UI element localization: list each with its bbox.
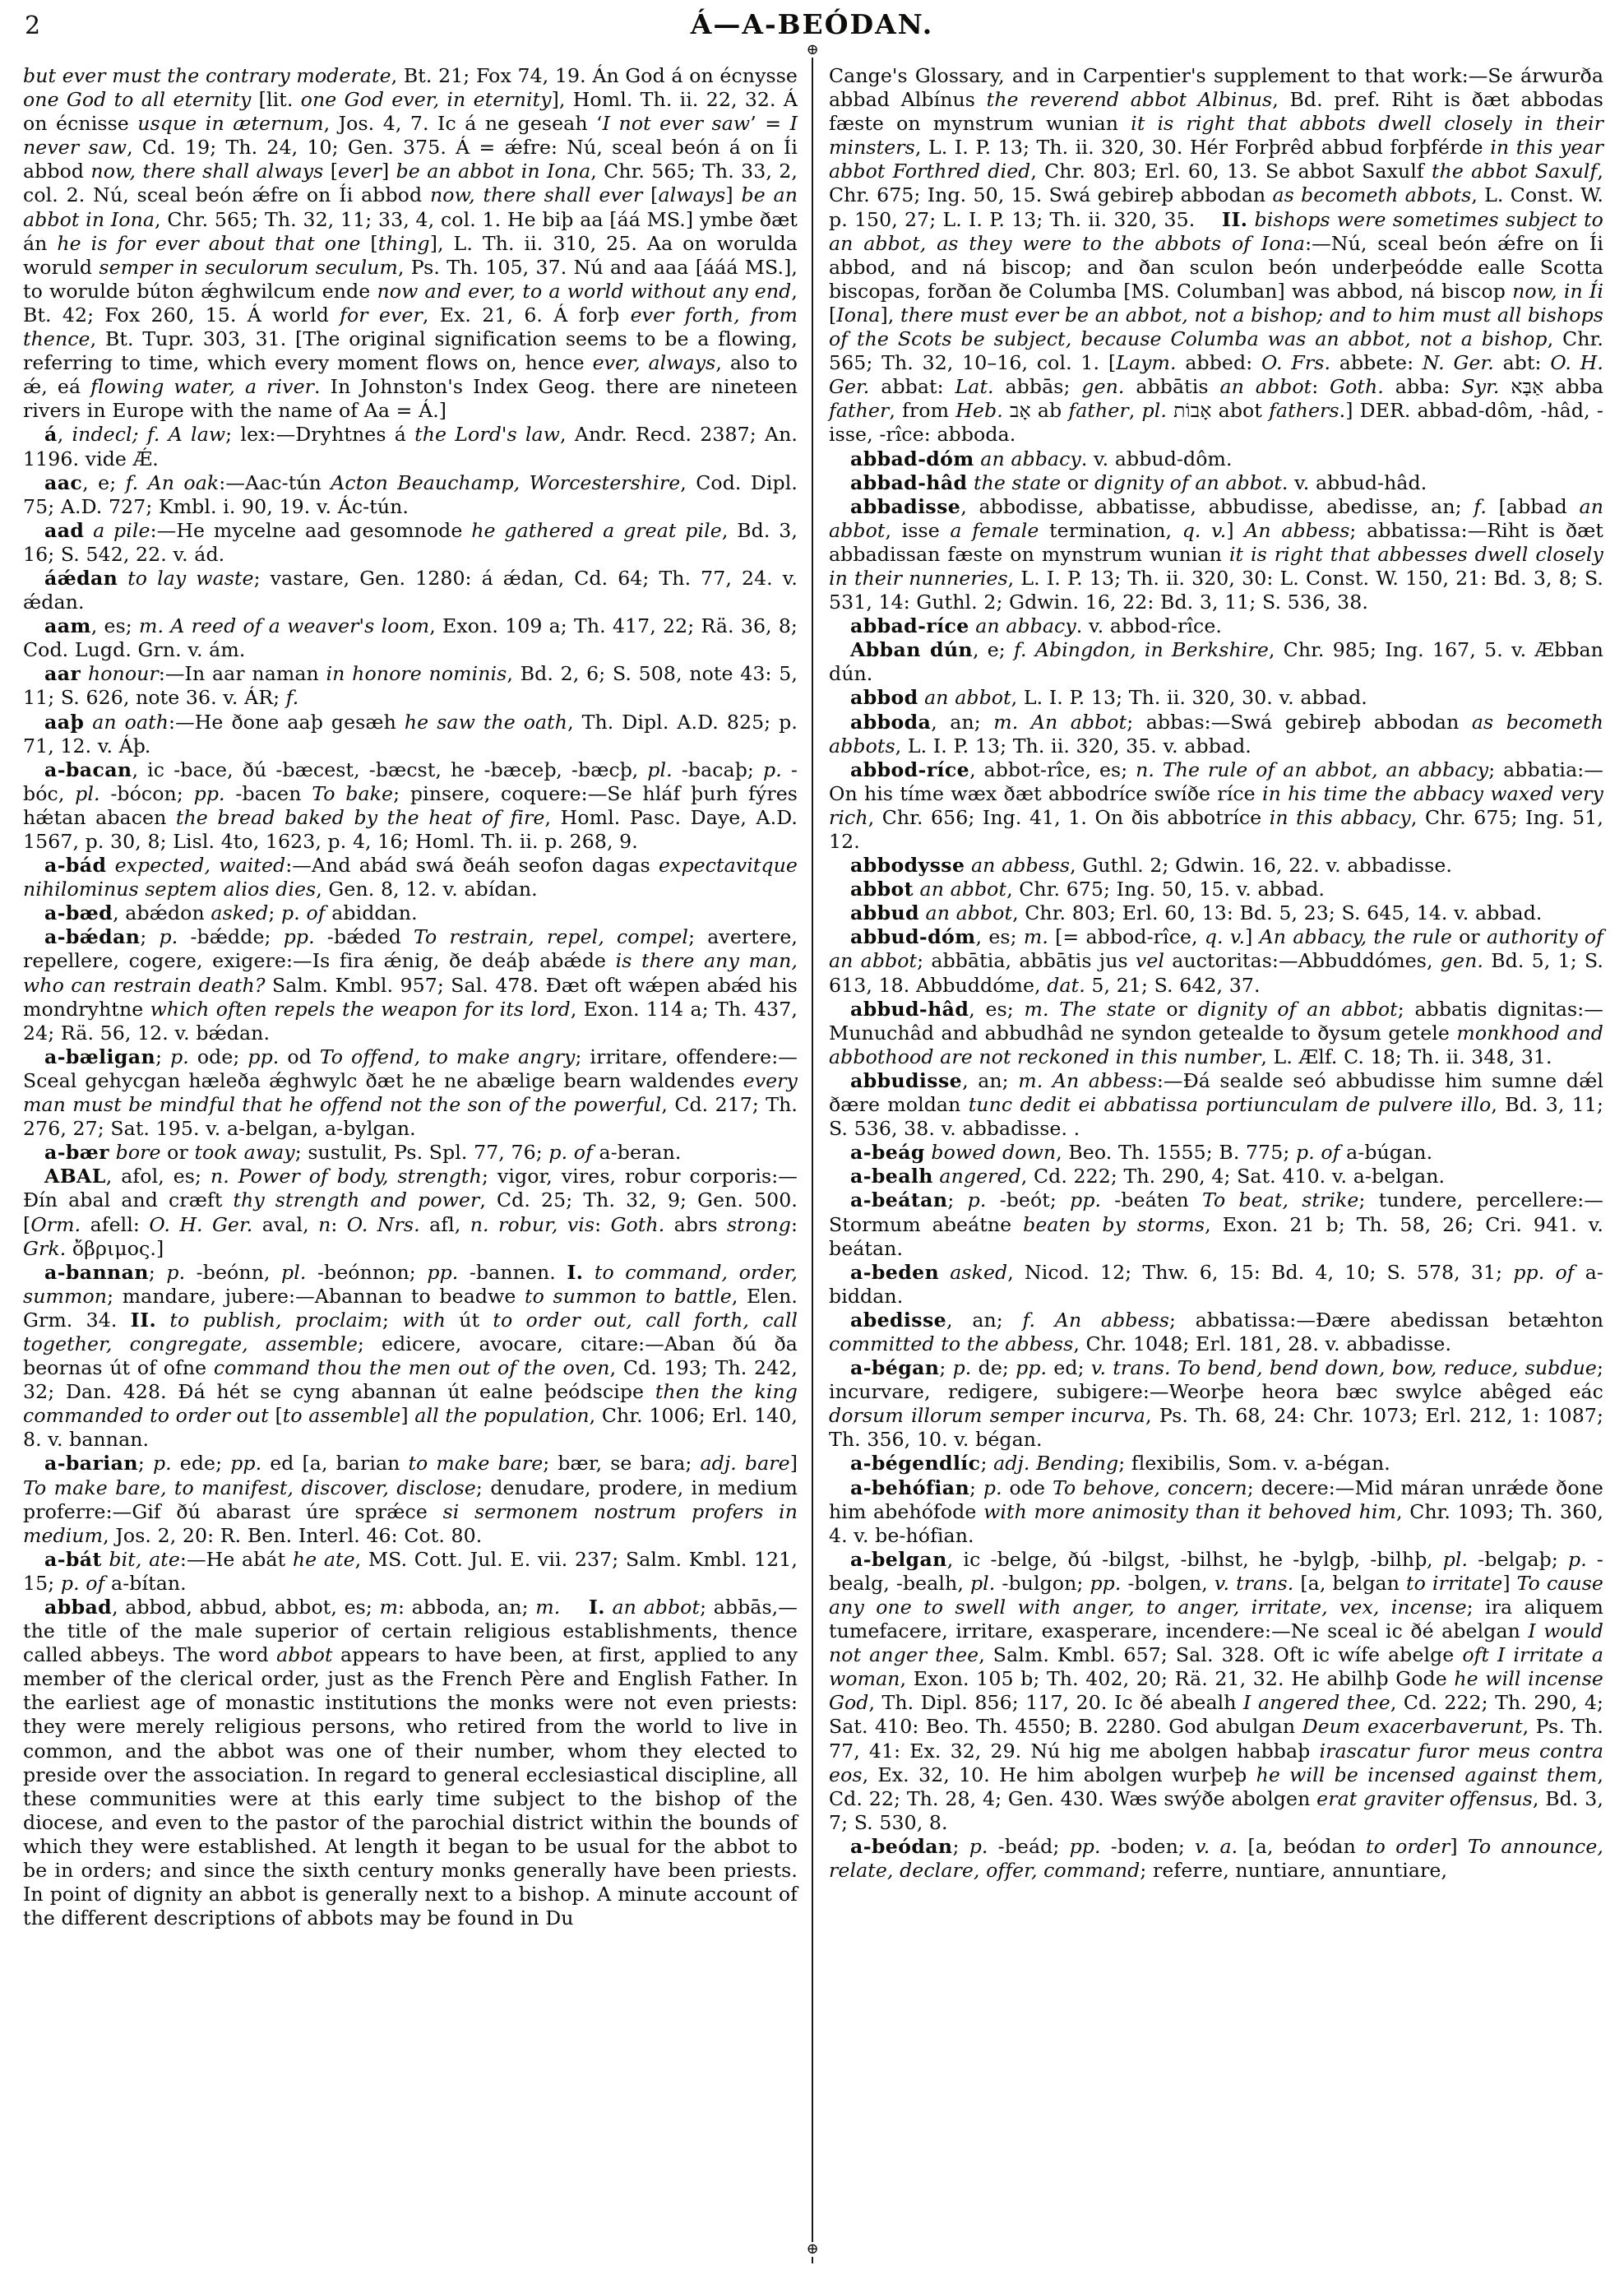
- dictionary-entry: aaþ an oath:—He ðone aaþ gesæh he saw the oath, Th. Dipl. A.D. 825; p. 71, 12. v. Áþ.: [23, 710, 798, 757]
- page-number: 2: [25, 12, 41, 40]
- dictionary-entry: a-bannan; p. -beónn, pl. -beónnon; pp. -bannen. I. to command, order, summon; mandare, jubere:—Abannan to beadwe to summon to battle, Elen. Grm. 34. II. to publish, proclaim; with út to order out, call forth, call together, congregate, assemble; edicere, avocare, citare:—Aban ðú ða beornas út of ofne command thou the men out of the oven, Cd. 193; Th. 242, 32; Dan. 428. Ðá hét se cyng abannan út ealne þeódscipe then the king commanded to order out [to assemble] all the population, Chr. 1006; Erl. 140, 8. v. bannan.: [23, 1260, 798, 1452]
- dictionary-entry: a-bæligan; p. ode; pp. od To offend, to make angry; irritare, offendere:—Sceal gehycgan hæleða ǽghwylc ðæt he ne abælige bearn waldendes every man must be mindful that he offend not the son of the powerful, Cd. 217; Th. 276, 27; Sat. 195. v. a-belgan, a-bylgan.: [23, 1045, 798, 1141]
- dictionary-entry: abbod-ríce, abbot-rîce, es; n. The rule of an abbot, an abbacy; abbatia:—On his tíme wæx ðæt abbodríce swíðe ríce in his time the abbacy waxed very rich, Chr. 656; Ing. 41, 1. On ðis abbotríce in this abbacy, Chr. 675; Ing. 51, 12.: [829, 757, 1604, 853]
- dictionary-entry: abbod an abbot, L. I. P. 13; Th. ii. 320, 30. v. abbad.: [850, 686, 1367, 710]
- dictionary-entry: a-bát bit, ate:—He abát he ate, MS. Cott. Jul. E. vii. 237; Salm. Kmbl. 121, 15; p. of a-bítan.: [23, 1547, 798, 1595]
- dictionary-entry: a-bǽdan; p. -bǽdde; pp. -bǽded To restrain, repel, compel; avertere, repellere, cogere, exigere:—Is fira ǽnig, ðe deáþ abǽde is there any man, who can restrain death? Salm. Kmbl. 957; Sal. 478. Ðæt oft wǽpen abǽd his mondryhtne which often repels the weapon for its lord, Exon. 114 a; Th. 437, 24; Rä. 56, 12. v. bǽdan.: [23, 925, 798, 1045]
- dictionary-entry: a-bégendlíc; adj. Bending; flexibilis, Som. v. a-bégan.: [850, 1452, 1390, 1476]
- page-title: Á—A-BEÓDAN.: [690, 8, 934, 40]
- column-left: [23, 64, 798, 1930]
- dictionary-entry: áǽdan to lay waste; vastare, Gen. 1280: á ǽdan, Cd. 64; Th. 77, 24. v. ǽdan.: [23, 566, 798, 614]
- dictionary-entry: á, indecl; f. A law; lex:—Dryhtnes á the Lord's law, Andr. Recd. 2387; An. 1196. vide Ǽ.: [23, 423, 798, 470]
- dictionary-entry: aam, es; m. A reed of a weaver's loom, Exon. 109 a; Th. 417, 22; Rä. 36, 8; Cod. Lugd. Grn. v. ám.: [23, 614, 798, 662]
- dictionary-entry: a-behófian; p. ode To behove, concern; decere:—Mid máran unrǽde ðone him abehófode with more animosity than it behoved him, Chr. 1093; Th. 360, 4. v. be-hófian.: [829, 1476, 1603, 1547]
- dictionary-entry: abbadisse, abbodisse, abbatisse, abbudisse, abedisse, an; f. [abbad an abbot, isse a female termination, q. v.] An abbess; abbatissa:—Riht is ðæt abbadissan fæste on mynstrum wunian it is right that abbesses dwell closely in their nunneries, L. I. P. 13; Th. ii. 320, 30: L. Const. W. 150, 21: Bd. 3, 8; S. 531, 14: Guthl. 2; Gdwin. 16, 22: Bd. 3, 11; S. 536, 38.: [829, 494, 1603, 614]
- dictionary-entry: abboda, an; m. An abbot; abbas:—Swá gebireþ abbodan as becometh abbots, L. I. P. 13; Th. ii. 320, 35. v. abbad.: [829, 710, 1604, 757]
- dictionary-entry: a-beden asked, Nicod. 12; Thw. 6, 15: Bd. 4, 10; S. 578, 31; pp. of a-biddan.: [829, 1260, 1604, 1308]
- dictionary-entry: abedisse, an; f. An abbess; abbatissa:—Ðære abedissan betæhton committed to the abbess, Chr. 1048; Erl. 181, 28. v. abbadisse.: [829, 1308, 1603, 1355]
- dictionary-entry: a-barian; p. ede; pp. ed [a, barian to make bare; bær, se bara; adj. bare] To make bare, to manifest, discover, disclose; denudare, prodere, in medium proferre:—Gif ðú abarast úre sprǽce si sermonem nostrum profers in medium, Jos. 2, 20: R. Ben. Interl. 46: Cot. 80.: [23, 1452, 798, 1547]
- dictionary-entry: abbud-hâd, es; m. The state or dignity of an abbot; abbatis dignitas:—Munuchâd and abbudhâd ne syndon getealde to ðysum getele monkhood and abbothood are not reckoned in this number, L. Ælf. C. 18; Th. ii. 348, 31.: [829, 997, 1604, 1068]
- dictionary-entry: abbud an abbot, Chr. 803; Erl. 60, 13: Bd. 5, 23; S. 645, 14. v. abbad.: [850, 901, 1543, 925]
- dictionary-entry: a-bégan; p. de; pp. ed; v. trans. To bend, bend down, bow, reduce, subdue; incurvare, redigere, subigere:—Weorþe heora bæc swylce abêged eác dorsum illorum semper incurva, Ps. Th. 68, 24: Chr. 1073; Erl. 212, 1: 1087; Th. 356, 10. v. bégan.: [829, 1356, 1603, 1452]
- dictionary-entry: Abban dún, e; f. Abingdon, in Berkshire, Chr. 985; Ing. 167, 5. v. Æbban dún.: [829, 638, 1603, 686]
- dictionary-entry: a-beág bowed down, Beo. Th. 1555; B. 775; p. of a-búgan.: [850, 1141, 1433, 1165]
- dictionary-entry: a-beódan; p. -beád; pp. -boden; v. a. [a, beódan to order] To announce, relate, declare, offer, command; referre, nuntiare, annuntiare,: [829, 1834, 1603, 1883]
- dictionary-entry: aac, e; f. An oak:—Aac-tún Acton Beauchamp, Worcestershire, Cod. Dipl. 75; A.D. 727; Kmbl. i. 90, 19. v. Ác-tún.: [23, 470, 798, 518]
- dictionary-entry: abbad-hâd the state or dignity of an abbot. v. abbud-hâd.: [850, 470, 1427, 494]
- dictionary-entry: abbud-dóm, es; m. [= abbod-rîce, q. v.] An abbacy, the rule or authority of an abbot; abbātia, abbātis jus vel auctoritas:—Abbuddómes, gen. Bd. 5, 1; S. 613, 18. Abbuddóme, dat. 5, 21; S. 642, 37.: [829, 925, 1603, 997]
- dictionary-entry: abbad-dóm an abbacy. v. abbud-dôm.: [850, 447, 1233, 470]
- dictionary-entry: abbudisse, an; m. An abbess:—Ðá sealde seó abbudisse him sumne dǽl ðære moldan tunc dedit ei abbatissa portiunculam de pulvere illo, Bd. 3, 11; S. 536, 38. v. abbadisse. .: [829, 1068, 1604, 1141]
- printer-mark-top-icon: ⊕: [803, 43, 822, 58]
- dictionary-entry: abbad, abbod, abbud, abbot, es; m: abboda, an; m. I. an abbot; abbās,—the title of the male superior of certain religious establishments, thence called abbeys. The word abbot appears to have been, at first, applied to any member of the clerical order, just as the French Père and English Father. In the earliest age of monastic institutions the monks were not even priests: they were merely religious persons, who retired from the world to live in common, and the abbot was one of their number, whom they elected to preside over the association. In regard to general ecclesiastical discipline, all these communities were at this early time subject to the bishop of the diocese, and even to the pastor of the parochial district within the bounds of which they were established. At length it began to be usual for the abbot to be in orders; and since the sixth century monks generally have been priests. In point of dignity an abbot is generally next to a bishop. A minute account of the different descriptions of abbots may be found in Du: [23, 1596, 798, 1930]
- dictionary-entry: ABAL, afol, es; n. Power of body, strength; vigor, vires, robur corporis:—Ðín abal and cræft thy strength and power, Cd. 25; Th. 32, 9; Gen. 500. [Orm. afell: O. H. Ger. aval, n: O. Nrs. afl, n. robur, vis: Goth. abrs strong: Grk. ὄβριμος.]: [23, 1165, 798, 1260]
- dictionary-entry: abbodysse an abbess, Guthl. 2; Gdwin. 16, 22. v. abbadisse.: [850, 854, 1452, 878]
- dictionary-entry: abbad-ríce an abbacy. v. abbod-rîce.: [850, 614, 1222, 638]
- dictionary-entry: abbot an abbot, Chr. 675; Ing. 50, 15. v. abbad.: [850, 878, 1326, 901]
- entry-continuation: Cange's Glossary, and in Carpentier's supplement to that work:—Se árwurða abbad Albínus the reverend abbot Albinus, Bd. pref. Riht is ðæt abbodas fæste on mynstrum wunian it is right that abbots dwell closely in their minsters, L. I. P. 13; Th. ii. 320, 30. Hér Forþrêd abbud forþférde in this year abbot Forthred died, Chr. 803; Erl. 60, 13. Se abbot Saxulf the abbot Saxulf, Chr. 675; Ing. 50, 15. Swá gebireþ abbodan as becometh abbots, L. Const. W. p. 150, 27; L. I. P. 13; Th. ii. 320, 35. II. bishops were sometimes subject to an abbot, as they were to the abbots of Iona:—Nú, sceal beón ǽfre on Íi abbod, and ná biscop; and ðan sculon beón underþeódde ealle Scotta biscopas, forðan ðe Columba [MS. Columban] was abbod, ná biscop now, in Íi [Iona], there must ever be an abbot, not a bishop; and to him must all bishops of the Scots be subject, because Columba was an abbot, not a bishop, Chr. 565; Th. 32, 10–16, col. 1. [Laym. abbed: O. Frs. abbete: N. Ger. abt: O. H. Ger. abbat: Lat. abbās; gen. abbātis an abbot: Goth. abba: Syr. אַבָּא abba father, from Heb. אָב ab father, pl. אָבוֹת abot fathers.] DER. abbad-dôm, -hâd, -isse, -rîce: abboda.: [829, 64, 1604, 447]
- dictionary-entry: aar honour:—In aar naman in honore nominis, Bd. 2, 6; S. 508, note 43: 5, 11; S. 626, note 36. v. ÁR; f.: [23, 662, 798, 710]
- column-divider-rule: [812, 51, 813, 2263]
- dictionary-entry: a-bacan, ic -bace, ðú -bæcest, -bæcst, he -bæceþ, -bæcþ, pl. -bacaþ; p. -bóc, pl. -bócon; pp. -bacen To bake; pinsere, coquere:—Se hláf þurh fýres hǽtan abacen the bread baked by the heat of fire, Homl. Pasc. Daye, A.D. 1567, p. 30, 8; Lisl. 4to, 1623, p. 4, 16; Homl. Th. ii. p. 268, 9.: [23, 757, 798, 853]
- printer-mark-bottom-icon: ⊕: [803, 2242, 822, 2257]
- dictionary-entry: a-belgan, ic -belge, ðú -bilgst, -bilhst, he -bylgþ, -bilhþ, pl. -belgaþ; p. -bealg, -bealh, pl. -bulgon; pp. -bolgen, v. trans. [a, belgan to irritate] To cause any one to swell with anger, to anger, irritate, vex, incense; ira aliquem tumefacere, irritare, exasperare, incendere:—Ne sceal ic ðé abelgan I would not anger thee, Salm. Kmbl. 657; Sal. 328. Oft ic wífe abelge oft I irritate a woman, Exon. 105 b; Th. 402, 20; Rä. 21, 32. He abilhþ Gode he will incense God, Th. Dipl. 856; 117, 20. Ic ðé abealh I angered thee, Cd. 222; Th. 290, 4; Sat. 410: Beo. Th. 4550; B. 2280. God abulgan Deum exacerbaverunt, Ps. Th. 77, 41: Ex. 32, 29. Nú hig me abolgen habbaþ irascatur furor meus contra eos, Ex. 32, 10. He him abolgen wurþeþ he will be incensed against them, Cd. 22; Th. 28, 4; Gen. 430. Wæs swýðe abolgen erat graviter offensus, Bd. 3, 7; S. 530, 8.: [829, 1547, 1604, 1834]
- dictionary-entry: aad a pile:—He mycelne aad gesomnode he gathered a great pile, Bd. 3, 16; S. 542, 22. v. ád.: [23, 518, 798, 566]
- column-right: [829, 64, 1603, 1883]
- dictionary-entry: a-bær bore or took away; sustulit, Ps. Spl. 77, 76; p. of a-beran.: [44, 1141, 682, 1165]
- dictionary-entry: a-bád expected, waited:—And abád swá ðeáh seofon dagas expectavitque nihilominus septem alios dies, Gen. 8, 12. v. abídan.: [23, 854, 798, 901]
- dictionary-entry: a-bealh angered, Cd. 222; Th. 290, 4; Sat. 410. v. a-belgan.: [850, 1165, 1446, 1188]
- entry-continuation: but ever must the contrary moderate, Bt. 21; Fox 74, 19. Án God á on écnysse one God to all eternity [lit. one God ever, in eternity], Homl. Th. ii. 22, 32. Á on écnisse usque in æternum, Jos. 4, 7. Ic á ne geseah ‘I not ever saw’ = I never saw, Cd. 19; Th. 24, 10; Gen. 375. Á = ǽfre: Nú, sceal beón á on Íi abbod now, there shall always [ever] be an abbot in Iona, Chr. 565; Th. 33, 2, col. 2. Nú, sceal beón ǽfre on Íi abbod now, there shall ever [always] be an abbot in Iona, Chr. 565; Th. 32, 11; 33, 4, col. 1. He biþ aa [áá MS.] ymbe ðæt án he is for ever about that one [thing], L. Th. ii. 310, 25. Aa on worulda woruld semper in seculorum seculum, Ps. Th. 105, 37. Nú and aaa [ááá MS.], to worulde búton ǽghwilcum ende now and ever, to a world without any end, Bt. 42; Fox 260, 15. Á world for ever, Ex. 21, 6. Á forþ ever forth, from thence, Bt. Tupr. 303, 31. [The original signification seems to be a flowing, referring to time, which every moment flows on, hence ever, always, also to ǽ, eá flowing water, a river. In Johnston's Index Geog. there are nineteen rivers in Europe with the name of Aa = Á.]: [23, 64, 798, 423]
- dictionary-entry: a-beátan; p. -beót; pp. -beáten To beat, strike; tundere, percellere:—Stormum abeátne beaten by storms, Exon. 21 b; Th. 58, 26; Cri. 941. v. beátan.: [829, 1188, 1603, 1260]
- dictionary-entry: a-bæd, abǽdon asked; p. of abiddan.: [44, 901, 418, 925]
